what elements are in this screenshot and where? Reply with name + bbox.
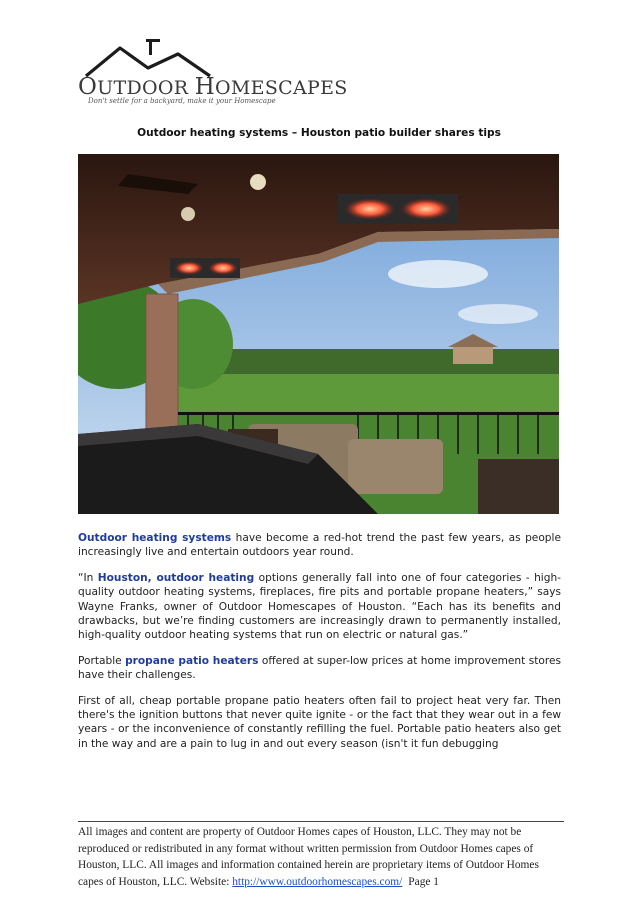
- paragraph-1: Outdoor heating systems have become a red-hot trend the past few years, as people increasingly live and entertain outdoors year round.: [78, 532, 561, 559]
- keyword-propane-patio-heaters: propane patio heaters: [125, 654, 259, 667]
- logo-wordmark: OUTDOOR HOMESCAPES: [78, 74, 348, 100]
- website-link[interactable]: http://www.outdoorhomescapes.com/: [232, 875, 403, 888]
- paragraph-4: First of all, cheap portable propane patio heaters often fail to project heat very far. Then there's the ignition buttons that never quite ignite - or the fact that they wear out in a few years - or the inconvenience of constantly refilling the fuel. Portable patio heaters also get in the way and are a pain to lug in and out every season (isn't it fun debugging: [78, 694, 561, 750]
- paragraph-2: “In Houston, outdoor heating options generally fall into one of four categories - high-quality outdoor heating systems, fireplaces, fire pits and portable propane heaters,” says Wayne Franks, owner of Outdoor Homescapes of Houston. “Each has its benefits and drawbacks, but we’re finding customers are increasingly drawn to permanently installed, high-quality outdoor heating systems that run on electric or natural gas.”: [78, 571, 561, 642]
- page-footer: [78, 821, 564, 890]
- paragraph-3: Portable propane patio heaters offered at super-low prices at home improvement stores have their challenges.: [78, 654, 562, 682]
- covered-patio-photo: [78, 154, 559, 514]
- page-title: Outdoor heating systems – Houston patio builder shares tips: [137, 127, 501, 139]
- article-body: [78, 531, 561, 762]
- page-number: Page 1: [408, 875, 439, 888]
- house-roof-icon: [78, 38, 228, 78]
- logo-tagline: Don't settle for a backyard, make it your Homescape: [88, 97, 276, 105]
- keyword-houston-outdoor-heating: Houston, outdoor heating: [97, 571, 255, 584]
- footer-copyright-text: All images and content are property of Outdoor Homes capes of Houston, LLC. They may not be reproduced or redistributed in any format without written permission from Outdoor Homes capes of Houston, LLC. All images and information contained herein are proprietary items of Outdoor Homes capes of Houston, LLC. Website:: [78, 826, 539, 888]
- keyword-outdoor-heating-systems: Outdoor heating systems: [78, 532, 232, 544]
- company-logo: [78, 38, 348, 108]
- covered-patio-heater-photo-icon: [78, 154, 559, 514]
